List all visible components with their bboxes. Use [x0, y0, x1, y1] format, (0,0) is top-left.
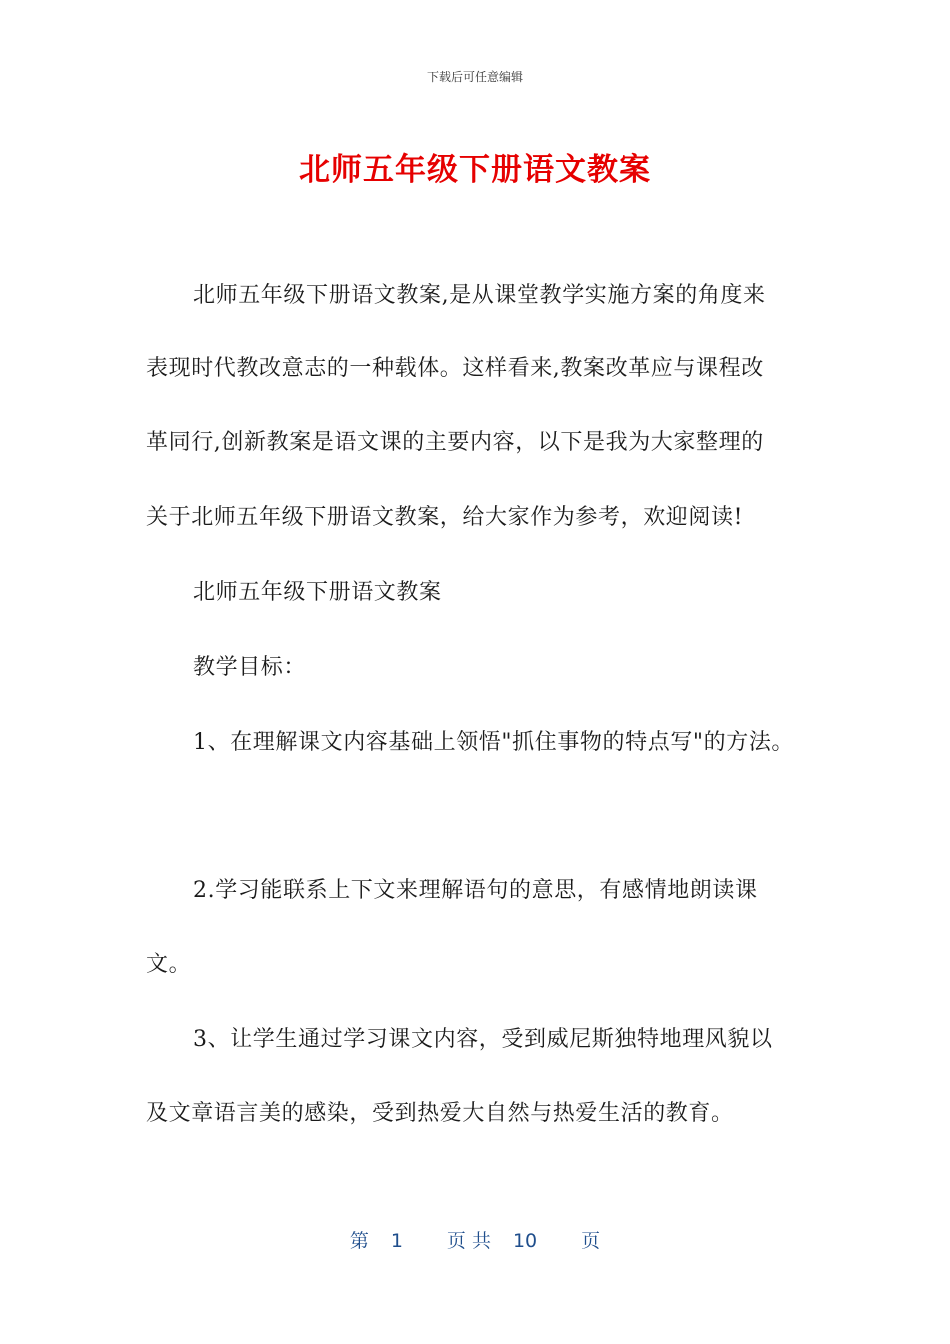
paragraph-line: 北师五年级下册语文教案,是从课堂教学实施方案的角度来 [193, 283, 766, 308]
footer-prefix: 第 [349, 1230, 369, 1252]
objective-item-1: 1、在理解课文内容基础上领悟"抓住事物的特点写"的方法。 [193, 730, 795, 755]
footer-total-pages: 10 [512, 1230, 538, 1252]
footer-current-page: 1 [390, 1230, 403, 1252]
footer-suffix: 页 [581, 1230, 601, 1252]
footer-middle: 页 共 [446, 1230, 491, 1252]
objective-item-3-continued: 及文章语言美的感染，受到热爱大自然与热爱生活的教育。 [146, 1101, 734, 1126]
objective-item-2: 2.学习能联系上下文来理解语句的意思，有感情地朗读课 [193, 878, 758, 903]
document-title: 北师五年级下册语文教案 [299, 152, 651, 188]
paragraph-line: 革同行,创新教案是语文课的主要内容，以下是我为大家整理的 [146, 430, 764, 455]
page-footer [0, 1226, 950, 1253]
section-heading: 北师五年级下册语文教案 [193, 580, 442, 605]
paragraph-line: 关于北师五年级下册语文教案，给大家作为参考，欢迎阅读! [146, 505, 744, 530]
objectives-heading: 教学目标： [193, 655, 307, 680]
objective-item-3: 3、让学生通过学习课文内容，受到威尼斯独特地理风貌以 [193, 1027, 773, 1052]
objective-item-2-continued: 文。 [146, 952, 192, 977]
paragraph-line: 表现时代教改意志的一种载体。这样看来,教案改革应与课程改 [146, 356, 764, 381]
page-header: 下载后可任意编辑 [426, 70, 523, 84]
